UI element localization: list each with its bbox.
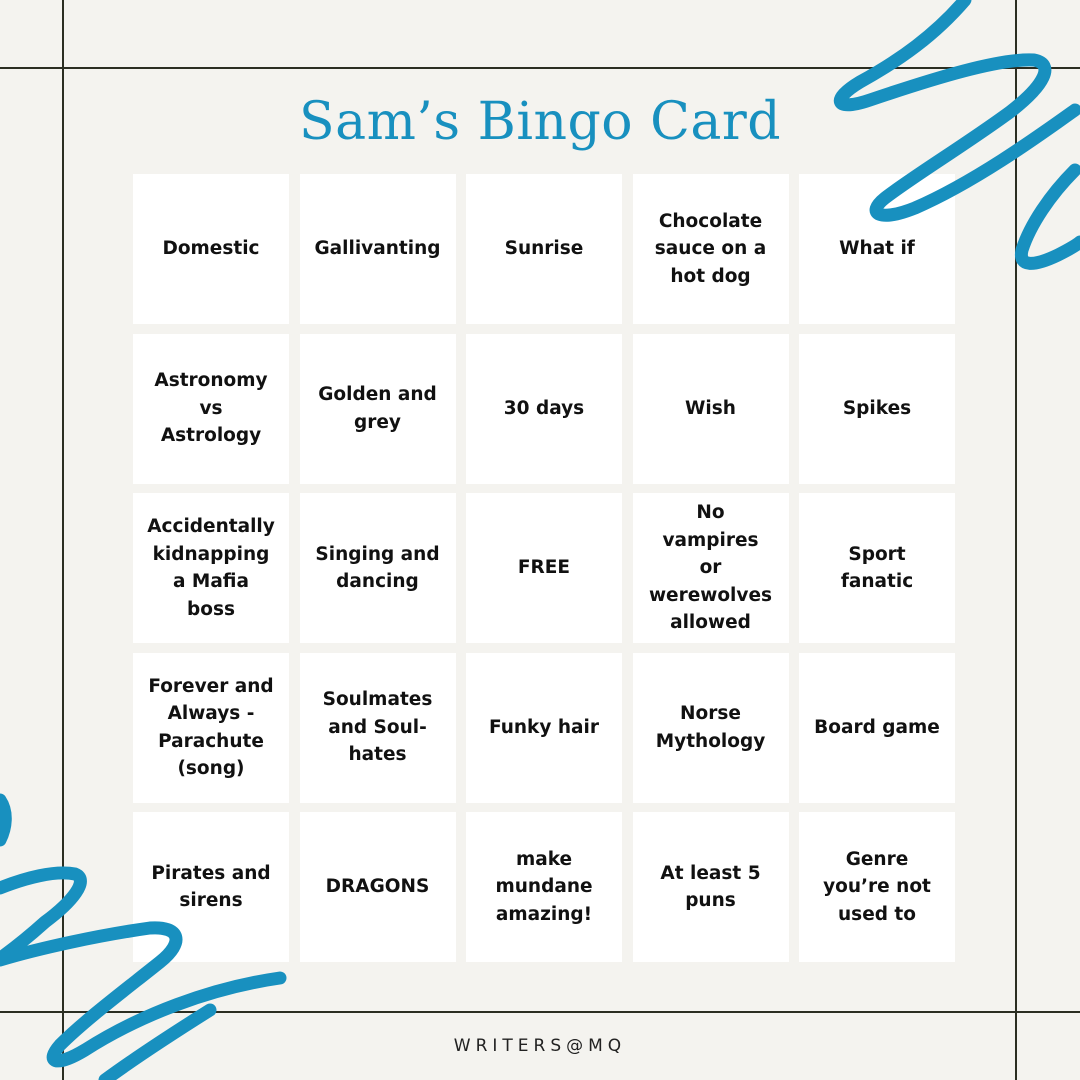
bingo-cell[interactable]: DRAGONS: [300, 812, 456, 962]
bingo-cell[interactable]: Chocolate sauce on a hot dog: [633, 174, 789, 324]
bingo-cell[interactable]: Gallivanting: [300, 174, 456, 324]
frame-line-left: [62, 0, 64, 1080]
frame-line-top: [0, 67, 1080, 69]
bingo-cell-free[interactable]: FREE: [466, 493, 622, 643]
bingo-cell[interactable]: Spikes: [799, 334, 955, 484]
frame-line-bottom: [0, 1011, 1080, 1013]
bingo-cell[interactable]: At least 5 puns: [633, 812, 789, 962]
bingo-cell[interactable]: What if: [799, 174, 955, 324]
bingo-cell[interactable]: Sport fanatic: [799, 493, 955, 643]
bingo-cell[interactable]: Singing and dancing: [300, 493, 456, 643]
bingo-cell[interactable]: Funky hair: [466, 653, 622, 803]
card-title: Sam’s Bingo Card: [298, 92, 782, 152]
bingo-cell[interactable]: Wish: [633, 334, 789, 484]
bingo-cell[interactable]: Pirates and sirens: [133, 812, 289, 962]
bingo-grid: [133, 174, 955, 962]
bingo-cell[interactable]: No vampires or werewolves allowed: [633, 493, 789, 643]
bingo-cell[interactable]: Forever and Always - Parachute (song): [133, 653, 289, 803]
bingo-cell[interactable]: Astronomy vs Astrology: [133, 334, 289, 484]
bingo-cell[interactable]: Accidentally kidnapping a Mafia boss: [133, 493, 289, 643]
bingo-cell[interactable]: 30 days: [466, 334, 622, 484]
bingo-cell[interactable]: Genre you’re not used to: [799, 812, 955, 962]
frame-line-right: [1015, 0, 1017, 1080]
brand-footer: WRITERS@MQ: [453, 1036, 627, 1056]
bingo-cell[interactable]: Soulmates and Soul- hates: [300, 653, 456, 803]
bingo-cell[interactable]: make mundane amazing!: [466, 812, 622, 962]
bingo-cell[interactable]: Domestic: [133, 174, 289, 324]
bingo-cell[interactable]: Sunrise: [466, 174, 622, 324]
bingo-cell[interactable]: Norse Mythology: [633, 653, 789, 803]
bingo-cell[interactable]: Golden and grey: [300, 334, 456, 484]
bingo-cell[interactable]: Board game: [799, 653, 955, 803]
